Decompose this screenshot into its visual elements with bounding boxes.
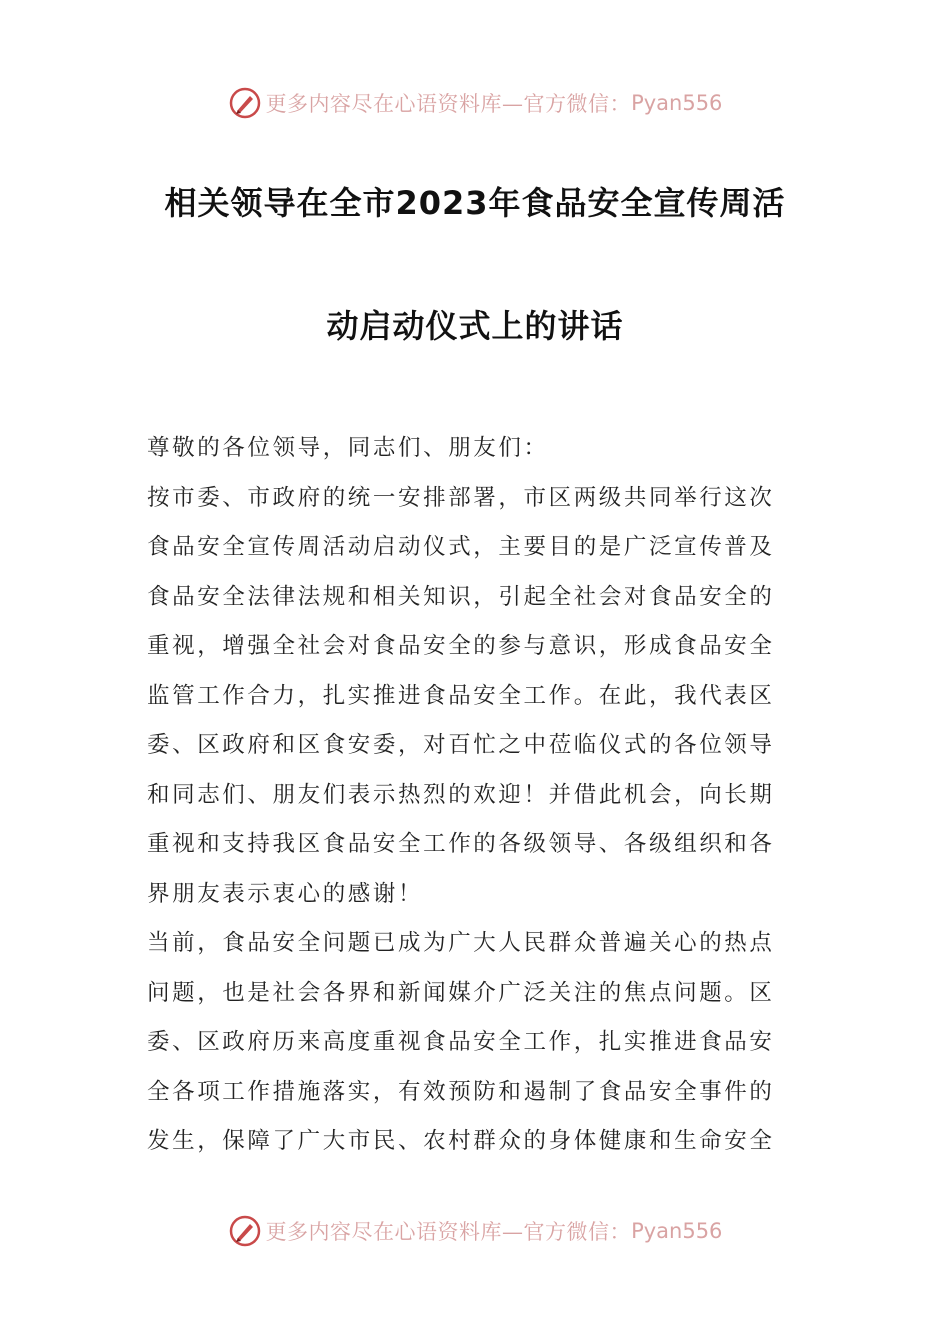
body-line: 委、区政府历来高度重视食品安全工作，扎实推进食品安 — [147, 1029, 775, 1055]
body-line: 和同志们、朋友们表示热烈的欢迎！并借此机会，向长期 — [147, 781, 775, 808]
pen-logo-icon — [228, 86, 262, 120]
watermark-banner-top — [0, 83, 950, 123]
watermark-wechat-id: Pyan556 — [631, 91, 723, 115]
document-body — [147, 424, 807, 1167]
watermark-wechat-id: Pyan556 — [631, 1219, 723, 1243]
body-line: 全各项工作措施落实，有效预防和遏制了食品安全事件的 — [147, 1078, 775, 1105]
body-line: 尊敬的各位领导，同志们、朋友们： — [147, 435, 549, 461]
body-line: 委、区政府和区食安委，对百忙之中莅临仪式的各位领导 — [147, 732, 775, 758]
body-line: 问题，也是社会各界和新闻媒介广泛关注的焦点问题。区 — [147, 979, 775, 1006]
body-line: 发生，保障了广大市民、农村群众的身体健康和生命安全 — [147, 1128, 775, 1154]
pen-logo-icon — [228, 1214, 262, 1248]
body-line: 重视，增强全社会对食品安全的参与意识，形成食品安全 — [147, 633, 775, 659]
body-line: 监管工作合力，扎实推进食品安全工作。在此，我代表区 — [147, 682, 775, 709]
document-title-line-1: 相关领导在全市2023年食品安全宣传周活 — [164, 184, 786, 222]
document-title-line-2: 动启动仪式上的讲话 — [326, 307, 624, 345]
watermark-text: 更多内容尽在心语资料库—官方微信： — [265, 1220, 632, 1244]
watermark-text: 更多内容尽在心语资料库—官方微信： — [265, 92, 632, 116]
body-line: 当前，食品安全问题已成为广大人民群众普遍关心的热点 — [147, 930, 775, 956]
body-line: 按市委、市政府的统一安排部署，市区两级共同举行这次 — [147, 484, 775, 511]
watermark-banner-bottom — [0, 1211, 950, 1251]
body-line: 食品安全法律法规和相关知识，引起全社会对食品安全的 — [147, 583, 775, 610]
body-line: 食品安全宣传周活动启动仪式，主要目的是广泛宣传普及 — [147, 534, 775, 560]
body-line: 界朋友表示衷心的感谢！ — [147, 880, 424, 907]
body-line: 重视和支持我区食品安全工作的各级领导、各级组织和各 — [147, 831, 775, 857]
